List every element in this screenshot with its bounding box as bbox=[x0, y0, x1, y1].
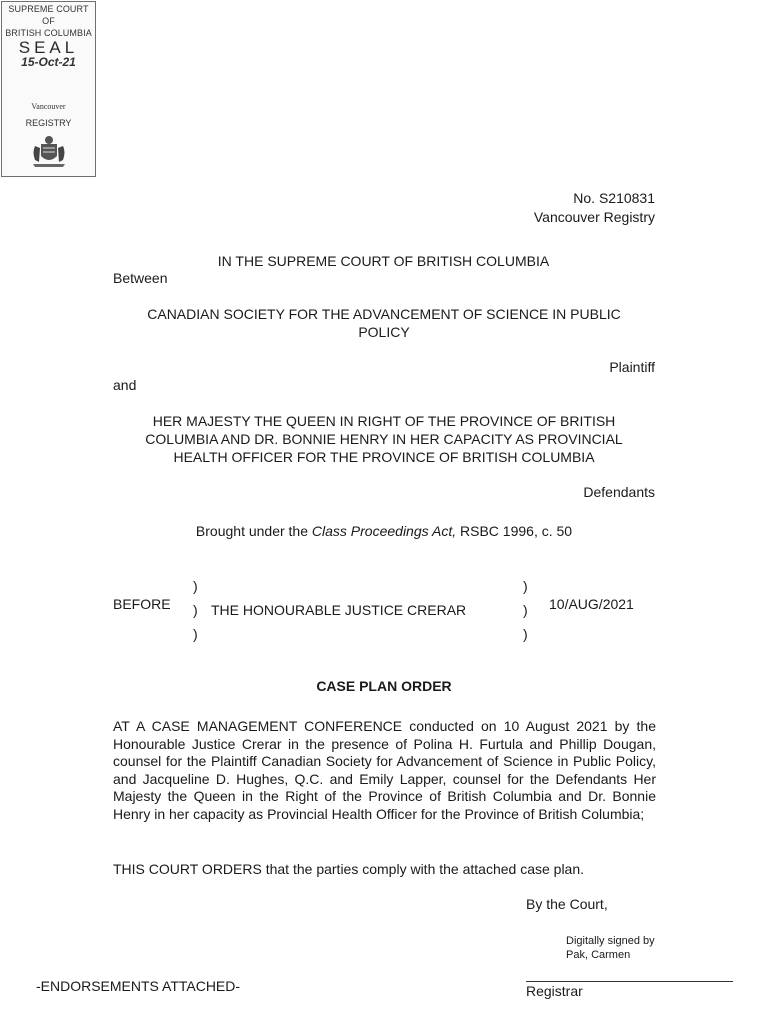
left-paren-bottom: ) bbox=[193, 626, 198, 642]
right-paren-top: ) bbox=[523, 578, 528, 594]
digital-signature-line2: Pak, Carmen bbox=[566, 949, 631, 961]
between-label: Between bbox=[113, 270, 168, 286]
seal-location: Vancouver bbox=[31, 102, 66, 111]
plaintiff-name-line1: CANADIAN SOCIETY FOR THE ADVANCEMENT OF SCIENCE IN PUBLIC bbox=[147, 306, 621, 322]
seal-court-line3: BRITISH COLUMBIA bbox=[5, 28, 92, 38]
coat-of-arms-icon bbox=[27, 134, 71, 168]
seal-registry: REGISTRY bbox=[25, 118, 72, 128]
left-paren-middle: ) bbox=[193, 602, 198, 618]
plaintiff-name-line2: POLICY bbox=[358, 324, 410, 340]
by-the-court: By the Court, bbox=[526, 896, 608, 912]
digital-signature-line1: Digitally signed by bbox=[566, 935, 655, 947]
left-paren-top: ) bbox=[193, 578, 198, 594]
before-label: BEFORE bbox=[113, 596, 171, 612]
registrar-title: Registrar bbox=[526, 983, 583, 999]
statute-prefix: Brought under the bbox=[195, 523, 312, 539]
seal-court-line2: OF bbox=[42, 16, 55, 26]
file-number: No. S210831 bbox=[573, 190, 655, 206]
right-paren-middle: ) bbox=[523, 602, 528, 618]
statute-line bbox=[113, 522, 655, 540]
defendants-role: Defendants bbox=[583, 484, 655, 500]
signature-line bbox=[526, 981, 733, 982]
defendants-name-line2: COLUMBIA AND DR. BONNIE HENRY IN HER CAPACITY AS PROVINCIAL bbox=[145, 431, 623, 447]
order-paragraph-1: AT A CASE MANAGEMENT CONFERENCE conducted on 10 August 2021 by the Honourable Justice Crerar in the presence of Polina H. Furtula and Phillip Dougan, counsel for the Plaintiff Canadian Society for Advancement of Science in Public Policy, and Jacqueline D. Hughes, Q.C. and Emily Lapper, counsel for the Defendants Her Majesty the Queen in the Right of the Province of British Columbia and Dr. Bonnie Henry in her capacity as Provincial Health Officer for the Province of British Columbia; bbox=[113, 718, 656, 822]
order-title: CASE PLAN ORDER bbox=[316, 678, 452, 694]
and-label: and bbox=[113, 377, 137, 393]
plaintiff-name bbox=[113, 305, 655, 341]
court-title: IN THE SUPREME COURT OF BRITISH COLUMBIA bbox=[217, 253, 550, 269]
seal-court-line1: SUPREME COURT bbox=[8, 4, 89, 14]
right-paren-bottom: ) bbox=[523, 626, 528, 642]
order-paragraph-2: THIS COURT ORDERS that the parties comply with the attached case plan. bbox=[113, 861, 585, 877]
seal-word: SEAL bbox=[18, 38, 79, 57]
defendants-name-line1: HER MAJESTY THE QUEEN IN RIGHT OF THE PROVINCE OF BRITISH bbox=[152, 413, 616, 429]
endorsements-note: -ENDORSEMENTS ATTACHED- bbox=[36, 978, 241, 994]
court-seal-stamp bbox=[1, 1, 96, 177]
seal-date: 15-Oct-21 bbox=[21, 55, 76, 69]
defendants-name-line3: HEALTH OFFICER FOR THE PROVINCE OF BRITISH COLUMBIA bbox=[173, 449, 595, 465]
judge-name: THE HONOURABLE JUSTICE CRERAR bbox=[211, 602, 467, 618]
hearing-date: 10/AUG/2021 bbox=[549, 596, 634, 612]
statute-suffix: RSBC 1996, c. 50 bbox=[456, 523, 573, 539]
defendants-name bbox=[113, 412, 655, 466]
plaintiff-role: Plaintiff bbox=[609, 359, 655, 375]
registry-name: Vancouver Registry bbox=[533, 209, 655, 225]
digital-signature bbox=[566, 934, 655, 962]
statute-act: Class Proceedings Act, bbox=[311, 523, 457, 539]
